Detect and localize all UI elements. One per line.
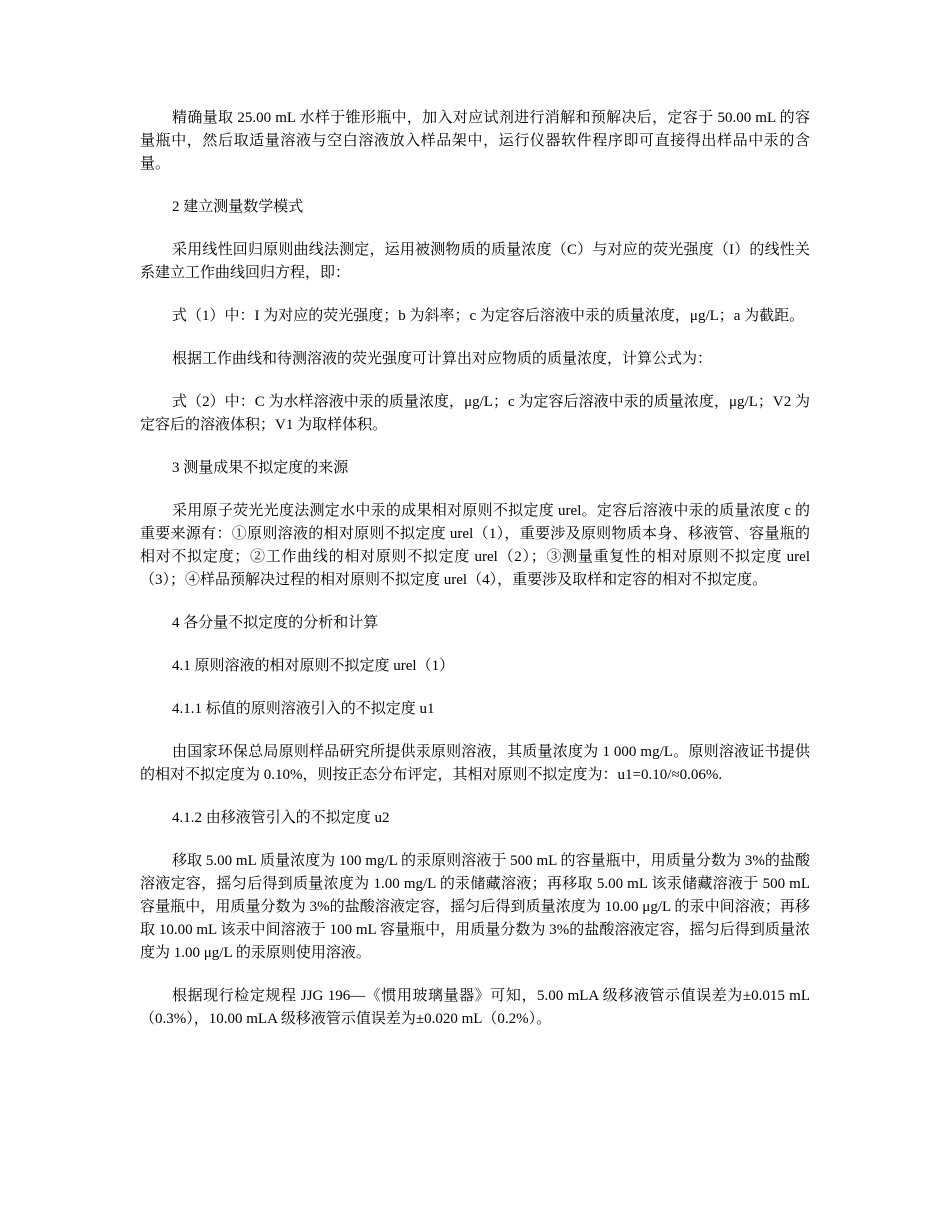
- subsection-heading-4-1: 4.1 原则溶液的相对原则不拟定度 urel（1）: [172, 658, 455, 674]
- section-heading-2: 2 建立测量数学模式: [172, 199, 304, 215]
- document-body: [140, 107, 810, 1051]
- paragraph-calc-intro: 根据工作曲线和待测溶液的荧光强度可计算出对应物质的质量浓度，计算公式为：: [172, 351, 713, 367]
- paragraph-formula-1-notes: 式（1）中：I 为对应的荧光强度；b 为斜率；c 为定容后溶液中汞的质量浓度，μg/L；a 为截距。: [172, 308, 805, 324]
- paragraph-uncertainty-sources: 采用原子荧光光度法测定水中汞的成果相对原则不拟定度 urel。定容后溶液中汞的质量浓度 c 的重要来源有：①原则溶液的相对原则不拟定度 urel（1），重要涉及原则物质本身、移液管、容量瓶的相对不拟定度；②工作曲线的相对原则不拟定度 urel（2）；③测量重复性的相对原则不拟定度 urel（3）；④样品预解决过程的相对原则不拟定度 urel（4），重要涉及取样和定容的相对不拟定度。: [140, 503, 810, 588]
- section-heading-3: 3 测量成果不拟定度的来源: [172, 460, 349, 476]
- paragraph-verification-regulation: 根据现行检定规程 JJG 196—《惯用玻璃量器》可知，5.00 mLA 级移液管示值误差为±0.015 mL（0.3%），10.00 mLA 级移液管示值误差为±0.020 mL（0.2%）。: [140, 988, 810, 1027]
- paragraph-sample-prep: 精确量取 25.00 mL 水样于锥形瓶中，加入对应试剂进行消解和预解决后，定容于 50.00 mL 的容量瓶中，然后取适量溶液与空白溶液放入样品架中，运行仪器软件程序即可直接得出样品中汞的含量。: [140, 110, 810, 172]
- paragraph-formula-2-notes: 式（2）中：C 为水样溶液中汞的质量浓度，μg/L；c 为定容后溶液中汞的质量浓度，μg/L；V2 为定容后的溶液体积；V1 为取样体积。: [140, 394, 810, 433]
- subsection-heading-4-1-2: 4.1.2 由移液管引入的不拟定度 u2: [172, 810, 390, 826]
- paragraph-standard-solution: 由国家环保总局原则样品研究所提供汞原则溶液，其质量浓度为 1 000 mg/L。原则溶液证书提供的相对不拟定度为 0.10%，则按正态分布评定，其相对原则不拟定度为：u1=0.10/≈0.06%.: [140, 744, 810, 783]
- paragraph-regression-method: 采用线性回归原则曲线法测定，运用被测物质的质量浓度（C）与对应的荧光强度（I）的线性关系建立工作曲线回归方程，即：: [140, 242, 810, 281]
- subsection-heading-4-1-1: 4.1.1 标值的原则溶液引入的不拟定度 u1: [172, 701, 435, 717]
- paragraph-pipette-dilution: 移取 5.00 mL 质量浓度为 100 mg/L 的汞原则溶液于 500 mL 的容量瓶中，用质量分数为 3%的盐酸溶液定容，摇匀后得到质量浓度为 1.00 mg/L 的汞储藏溶液；再移取 5.00 mL 该汞储藏溶液于 500 mL 容量瓶中，用质量分数为 3%的盐酸溶液定容，摇匀后得到质量浓度为 10.00 μg/L 的汞中间溶液；再移取 10.00 mL 该汞中间溶液于 100 mL 容量瓶中，用质量分数为 3%的盐酸溶液定容，摇匀后得到质量浓度为 1.00 μg/L 的汞原则使用溶液。: [140, 853, 810, 961]
- section-heading-4: 4 各分量不拟定度的分析和计算: [172, 615, 379, 631]
